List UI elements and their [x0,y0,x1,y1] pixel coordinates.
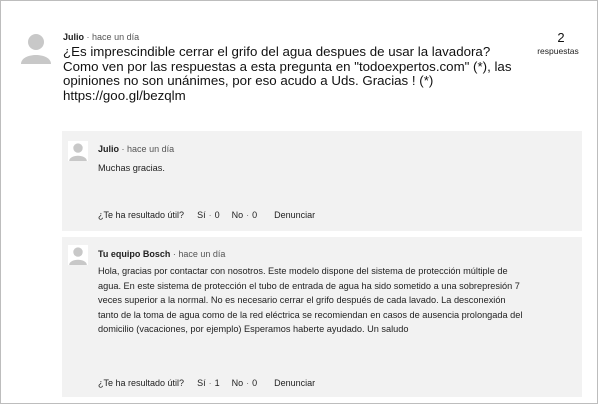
responses-count: 2 [557,30,565,45]
answer-meta [98,144,174,154]
question-time: hace un día [92,32,140,42]
vote-no-button[interactable] [232,210,258,220]
responses-label: respuestas [537,46,579,56]
answer-author[interactable]: Julio [98,144,120,154]
useful-feedback [98,210,315,220]
vote-separator: · [208,378,212,388]
report-button[interactable]: Denunciar [274,378,316,388]
useful-question: ¿Te ha resultado útil? [98,210,185,220]
vote-separator: · [208,210,212,220]
vote-separator: · [246,210,250,220]
useful-question: ¿Te ha resultado útil? [98,378,185,388]
vote-yes-button[interactable] [197,378,220,388]
answer-card [62,237,582,397]
meta-separator: · [86,32,90,42]
answer-meta [98,249,225,259]
answer-card [62,131,582,231]
no-label: No [231,210,244,220]
user-avatar-icon[interactable] [19,30,53,64]
yes-count: 0 [214,210,220,220]
meta-separator: · [121,144,125,154]
no-count: 0 [252,378,258,388]
vote-no-button[interactable] [232,378,258,388]
answer-time: hace un día [127,144,175,154]
answer-time: hace un día [178,249,226,259]
answer-text: Muchas gracias. [98,163,165,173]
user-avatar-icon[interactable] [68,141,88,161]
useful-feedback [98,378,315,388]
question-author[interactable]: Julio [63,32,85,42]
no-label: No [231,378,244,388]
question-meta [63,32,139,42]
vote-yes-button[interactable] [197,210,220,220]
yes-count: 1 [214,378,220,388]
question-text: ¿Es imprescindible cerrar el grifo del agua despues de usar la lavadora? Como ven por las respuestas a esta pregunta en "todoexpertos.com" (*), las opiniones no son unánimes, por eso acudo a Uds. Gracias ! (*) https://goo.gl/bezqlm [63,44,512,103]
vote-separator: · [246,378,250,388]
answer-text: Hola, gracias por contactar con nosotros. Este modelo dispone del sistema de protección múltiple de agua. En este sistema de protección el tubo de entrada de agua ha sido sometido a una sobrepresión 7 veces superior a la normal. No es necesario cerrar el grifo después de cada lavado. La desconexión tanto de la toma de agua como de la red eléctrica se recomiendan en casos de ausencia prolongada del domicilio (vacaciones, por ejemplo) Esperamos haberte ayudado. Un saludo [98,266,523,334]
meta-separator: · [172,249,176,259]
yes-label: Sí [197,378,206,388]
user-avatar-icon[interactable] [68,245,88,265]
answer-author[interactable]: Tu equipo Bosch [98,249,171,259]
yes-label: Sí [197,210,206,220]
report-button[interactable]: Denunciar [274,210,316,220]
responses-counter [537,30,581,57]
no-count: 0 [252,210,258,220]
